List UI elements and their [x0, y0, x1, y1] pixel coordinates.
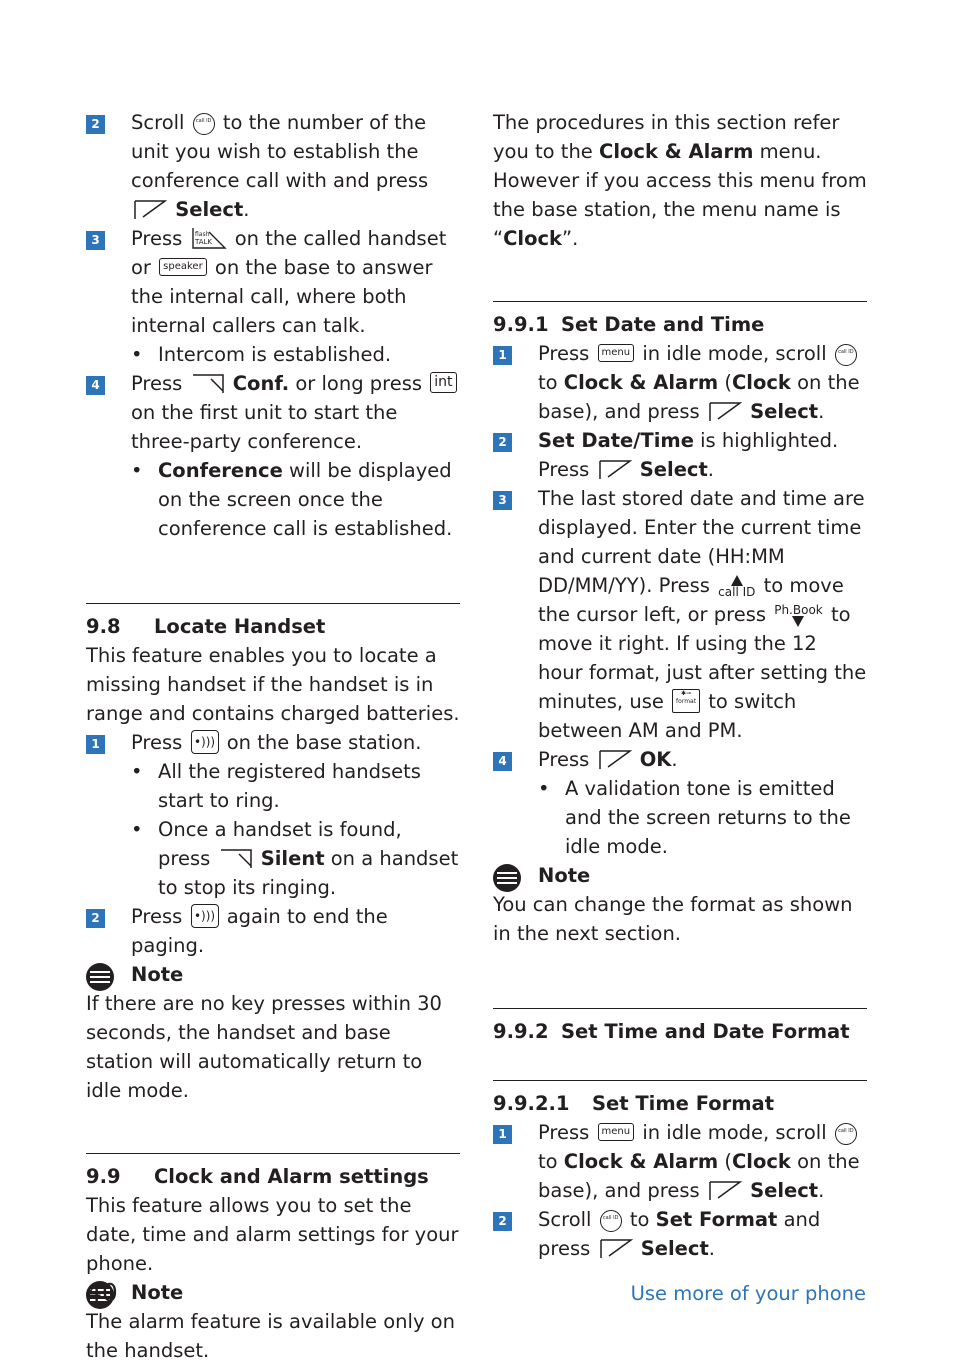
step-number: 2: [86, 909, 105, 928]
step-number: 1: [493, 346, 512, 365]
select-label: Select: [640, 1237, 709, 1260]
step-text: to: [629, 1208, 650, 1231]
section-9-9-1: [493, 301, 867, 948]
left-softkey-icon: [219, 846, 253, 870]
section-title: Set Time and Date Format: [561, 1020, 850, 1043]
step-number: 4: [86, 376, 105, 395]
step-text: and press: [538, 1208, 821, 1260]
paging-key-icon: •))): [191, 730, 219, 754]
section-heading: [493, 310, 867, 339]
note-label: Note: [131, 1281, 184, 1304]
bullet-silent: • Once a handset is found, press Silent on a handset to stop its ringing.: [131, 818, 459, 899]
intro-text: menu. However if you access this menu from the base station, the menu name is “: [493, 140, 867, 250]
left-softkey-icon: [191, 371, 225, 395]
step-text: to: [538, 1150, 558, 1173]
step-number: 1: [493, 1125, 512, 1144]
section-9-9-2-1: [493, 1080, 867, 1263]
menu-key-icon: menu: [598, 344, 635, 362]
right-softkey-icon: [598, 457, 632, 481]
speaker-key-icon: speaker: [159, 258, 207, 276]
footer-section-title: Use more of your phone: [630, 1282, 866, 1305]
section-heading: [493, 1089, 867, 1118]
svg-text:TALK: TALK: [194, 237, 212, 246]
select-label: Select: [175, 198, 244, 221]
step-text: or long press: [295, 372, 423, 395]
step-text: Press: [538, 1121, 590, 1144]
note-label: Note: [538, 864, 591, 887]
scroll-nav-key-icon: call ID: [193, 113, 215, 135]
note-text: You can change the format as shown in the next section.: [493, 893, 853, 945]
right-softkey-icon: [599, 1236, 633, 1260]
punct: .: [708, 1237, 715, 1260]
bullet-ring: • All the registered handsets start to ring.: [131, 760, 421, 812]
scroll-nav-key-icon: call ID: [600, 1210, 622, 1232]
step-1-paging: [86, 728, 460, 757]
select-label: Select: [750, 1179, 819, 1202]
step-text: on the base), and press: [538, 371, 860, 423]
step-text: Press: [131, 905, 183, 928]
step-text: Press: [131, 372, 183, 395]
bullet-text: Once a handset is found, press: [158, 818, 402, 870]
menu-name: Clock & Alarm: [563, 1150, 719, 1173]
paragraph: This feature enables you to locate a missing handset if the handset is in range and contains charged batteries.: [86, 644, 460, 725]
format-key-icon: ✱⊸ format: [672, 689, 700, 713]
step-text: Press: [538, 748, 590, 771]
note-heading: [86, 1278, 460, 1307]
step-4-confirm: [493, 745, 867, 774]
page-number: 40: [86, 1278, 118, 1307]
step-number: 2: [493, 1212, 512, 1231]
menu-name: Clock: [503, 227, 563, 250]
menu-name: Clock: [731, 1150, 791, 1173]
step-text: on the base station.: [226, 731, 422, 754]
right-softkey-icon: [133, 197, 167, 221]
step-text: to switch between AM and PM.: [538, 690, 797, 742]
section-heading: [493, 1017, 867, 1046]
note-heading: [493, 861, 867, 890]
note-icon: [86, 963, 114, 991]
section-number: 9.9: [86, 1165, 121, 1188]
step-number: 2: [86, 115, 105, 134]
talk-key-icon: [191, 226, 227, 250]
bullet-text: will be displayed on the screen once the conference call is established.: [158, 459, 453, 540]
svg-text:flash: flash: [194, 230, 209, 238]
step-text: Press: [131, 227, 183, 250]
menu-name: Clock: [731, 371, 791, 394]
down-arrow-key-icon: Ph.Book: [774, 604, 823, 627]
step-2-end-paging: [86, 902, 460, 960]
note-heading: [86, 960, 460, 989]
punct: .: [707, 458, 714, 481]
step-text: Scroll: [538, 1208, 592, 1231]
right-softkey-icon: [708, 399, 742, 423]
silent-label: Silent: [260, 847, 325, 870]
section-number: 9.9.1: [493, 313, 549, 336]
intro-text: ”.: [562, 227, 579, 250]
bullet-conference: • Conference will be displayed on the screen once the conference call is established.: [131, 459, 453, 540]
note-text: If there are no key presses within 30 seconds, the handset and base station will automatically return to idle mode.: [86, 992, 442, 1102]
intro-paragraph: [493, 108, 867, 253]
bullet-bold: Conference: [158, 459, 283, 482]
step-text: Press: [538, 342, 590, 365]
section-9-8: [86, 603, 460, 1105]
step-4-conference: [86, 369, 460, 456]
intro-text: The procedures in this section refer you to the: [493, 111, 840, 163]
note-text: The alarm feature is available only on the handset.: [86, 1310, 455, 1362]
right-column: [493, 108, 867, 1263]
note-label: Note: [131, 963, 184, 986]
bullet-text: All the registered handsets start to ring.: [158, 760, 421, 812]
bullet-text: Intercom is established.: [158, 343, 392, 366]
left-column: [86, 108, 460, 1365]
bullet-validation: • A validation tone is emitted and the screen returns to the idle mode.: [538, 777, 851, 858]
bullet-text: A validation tone is emitted and the screen returns to the idle mode.: [565, 777, 851, 858]
punct: .: [818, 400, 825, 423]
int-key-icon: int: [430, 372, 456, 393]
right-softkey-icon: [598, 747, 632, 771]
section-9-9-2: [493, 1008, 867, 1046]
step-text: in idle mode, scroll: [642, 1121, 827, 1144]
bullet-text: on a handset to stop its ringing.: [158, 847, 459, 899]
select-label: Select: [639, 458, 708, 481]
section-number: 9.9.2.1: [493, 1092, 570, 1115]
step-number: 2: [493, 433, 512, 452]
step-1-open-menu: [493, 339, 867, 426]
step-number: 3: [86, 231, 105, 250]
step-text: to the number of the unit you wish to establish the conference call with and press: [131, 111, 429, 192]
step-text: to move the cursor left, or press: [538, 574, 844, 626]
step-text: on the first unit to start the three-party conference.: [131, 401, 398, 453]
section-title: Set Date and Time: [561, 313, 765, 336]
step-text: to: [538, 371, 558, 394]
punct: .: [818, 1179, 825, 1202]
section-heading: [86, 1162, 460, 1191]
step-2-scroll-unit: [86, 108, 460, 224]
step-text: in idle mode, scroll: [642, 342, 827, 365]
paragraph: This feature allows you to set the date, time and alarm settings for your phone.: [86, 1194, 459, 1275]
section-title: Locate Handset: [154, 615, 326, 638]
up-arrow-key-icon: call ID: [718, 575, 755, 598]
step-number: 1: [86, 735, 105, 754]
select-label: Select: [750, 400, 819, 423]
right-softkey-icon: [708, 1178, 742, 1202]
step-text: on the called handset or: [131, 227, 447, 279]
step-text: on the base), and press: [538, 1150, 860, 1202]
step-2-set-date-time: [493, 426, 867, 484]
bullet-intercom: • Intercom is established.: [131, 343, 392, 366]
menu-name: Set Date/Time: [538, 429, 694, 452]
step-text: is highlighted. Press: [538, 429, 839, 481]
step-text: The last stored date and time are displayed. Enter the current time and current date (HH:MM DD/MM/YY). Press: [538, 487, 865, 597]
step-text: Press: [131, 731, 183, 754]
step-3-enter-time: [493, 484, 867, 745]
step-number: 4: [493, 752, 512, 771]
menu-name: Set Format: [655, 1208, 778, 1231]
step-text: to move it right. If using the 12 hour format, just after setting the minutes, use: [538, 603, 867, 713]
section-number: 9.9.2: [493, 1020, 549, 1043]
menu-name: Clock & Alarm: [563, 371, 719, 394]
section-heading: [86, 612, 460, 641]
punct: .: [243, 198, 250, 221]
step-2-set-format: [493, 1205, 867, 1263]
paging-key-icon: •))): [191, 904, 219, 928]
step-number: 3: [493, 491, 512, 510]
step-text: Scroll: [131, 111, 185, 134]
step-3-press-talk: [86, 224, 460, 340]
ok-label: OK: [639, 748, 672, 771]
section-title: Set Time Format: [592, 1092, 775, 1115]
note-icon: [493, 864, 521, 892]
menu-key-icon: menu: [598, 1123, 635, 1141]
section-9-9: [86, 1153, 460, 1365]
section-title: Clock and Alarm settings: [154, 1165, 429, 1188]
scroll-nav-key-icon: call ID: [835, 344, 857, 366]
scroll-nav-key-icon: call ID: [835, 1123, 857, 1145]
step-1-open-menu-format: [493, 1118, 867, 1205]
menu-name: Clock & Alarm: [599, 140, 754, 163]
step-text: on the base to answer the internal call, where both internal callers can talk.: [131, 256, 433, 337]
punct: .: [671, 748, 678, 771]
step-text: again to end the paging.: [131, 905, 388, 957]
punct: (: [724, 1150, 732, 1173]
section-number: 9.8: [86, 615, 121, 638]
conf-label: Conf.: [232, 372, 290, 395]
punct: (: [724, 371, 732, 394]
